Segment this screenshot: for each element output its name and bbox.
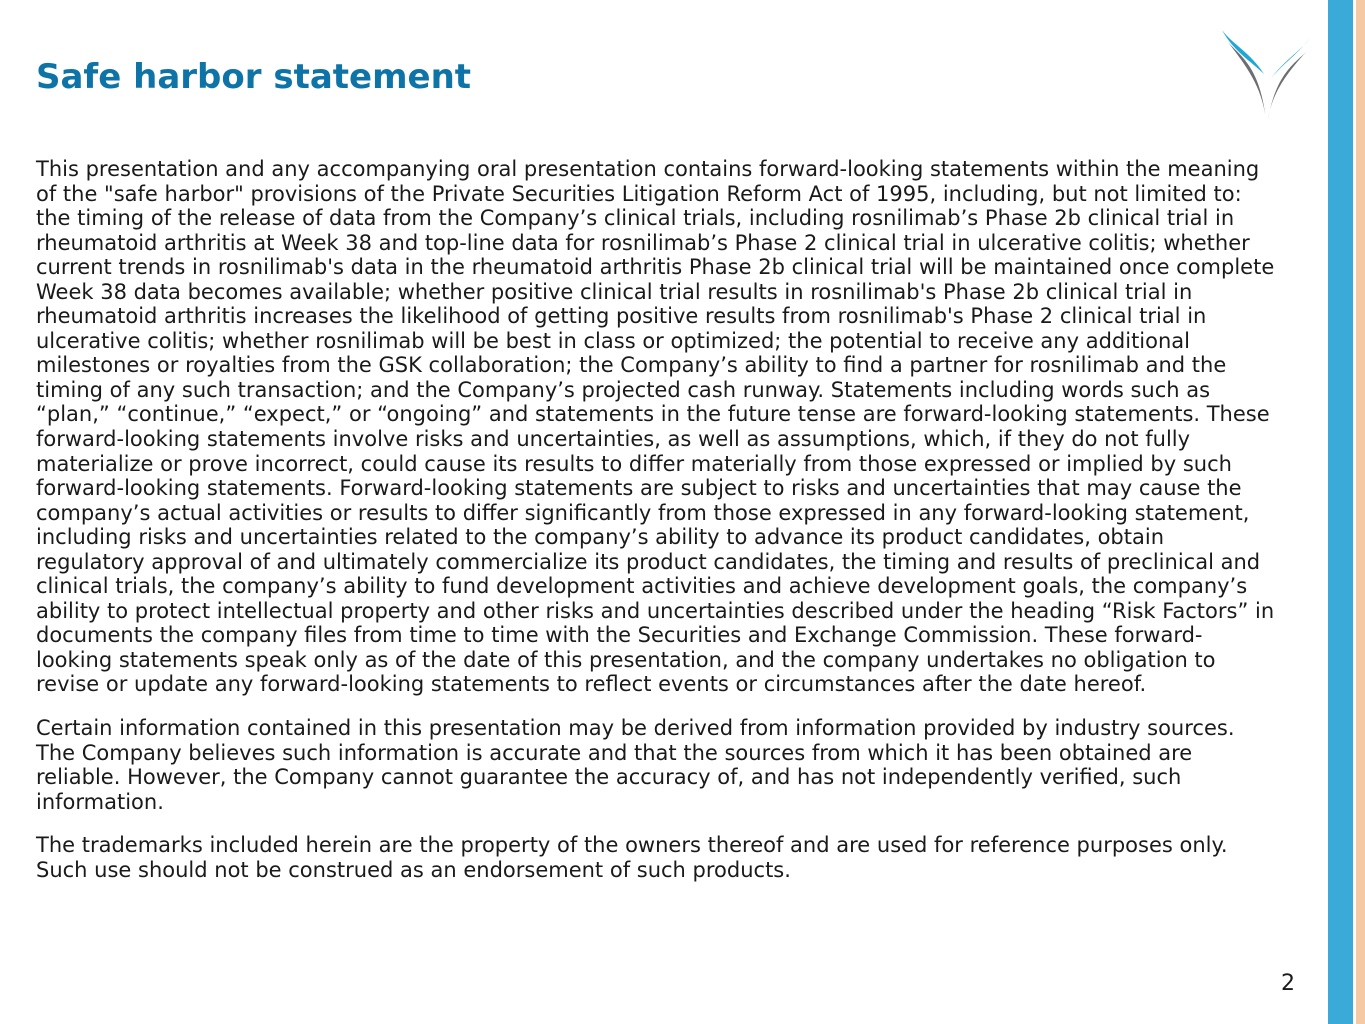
safe-harbor-body	[36, 157, 1276, 901]
logo-right-blue-wing	[1270, 38, 1310, 80]
edge-stripe-blue	[1328, 0, 1353, 1024]
logo-left-blue-wing	[1222, 30, 1264, 74]
paragraph-forward-looking: This presentation and any accompanying oral presentation contains forward-looking statements within the meaning of the "safe harbor" provisions of the Private Securities Litigation Reform Act of 1995, including, but not limited to: the timing of the release of data from the Company’s clinical trials, including rosnilimab’s Phase 2b clinical trial in rheumatoid arthritis at Week 38 and top-line data for rosnilimab’s Phase 2 clinical trial in ulcerative colitis; whether current trends in rosnilimab's data in the rheumatoid arthritis Phase 2b clinical trial will be maintained once complete Week 38 data becomes available; whether positive clinical trial results in rosnilimab's Phase 2b clinical trial in rheumatoid arthritis increases the likelihood of getting positive results from rosnilimab's Phase 2 clinical trial in ulcerative colitis; whether rosnilimab will be best in class or optimized; the potential to receive any additional milestones or royalties from the GSK collaboration; the Company’s ability to find a partner for rosnilimab and the timing of any such transaction; and the Company’s projected cash runway. Statements including words such as “plan,” “continue,” “expect,” or “ongoing” and statements in the future tense are forward-looking statements. These forward-looking statements involve risks and uncertainties, as well as assumptions, which, if they do not fully materialize or prove incorrect, could cause its results to differ materially from those expressed or implied by such forward-looking statements. Forward-looking statements are subject to risks and uncertainties that may cause the company’s actual activities or results to differ significantly from those expressed in any forward-looking statement, including risks and uncertainties related to the company’s ability to advance its product candidates, obtain regulatory approval of and ultimately commercialize its product candidates, the timing and results of preclinical and clinical trials, the company’s ability to fund development activities and achieve development goals, the company’s ability to protect intellectual property and other risks and uncertainties described under the heading “Risk Factors” in documents the company files from time to time with the Securities and Exchange Commission. These forward-looking statements speak only as of the date of this presentation, and the company undertakes no obligation to revise or update any forward-looking statements to reflect events or circumstances after the date hereof.	[36, 157, 1275, 697]
page-number: 2	[1281, 971, 1295, 996]
edge-stripe-peach	[1356, 0, 1365, 1024]
logo-right-gray-wing	[1268, 52, 1306, 120]
slide-title: Safe harbor statement	[36, 57, 472, 97]
company-logo-icon	[1218, 22, 1314, 122]
logo-left-gray-wing	[1228, 42, 1266, 120]
paragraph-trademarks: The trademarks included herein are the property of the owners thereof and are used for reference purposes only. Such use should not be construed as an endorsement of such products.	[36, 833, 1228, 882]
paragraph-industry-sources: Certain information contained in this presentation may be derived from information provided by industry sources. The Company believes such information is accurate and that the sources from which it has been obtained are reliable. However, the Company cannot guarantee the accuracy of, and has not independently verified, such information.	[36, 716, 1235, 814]
